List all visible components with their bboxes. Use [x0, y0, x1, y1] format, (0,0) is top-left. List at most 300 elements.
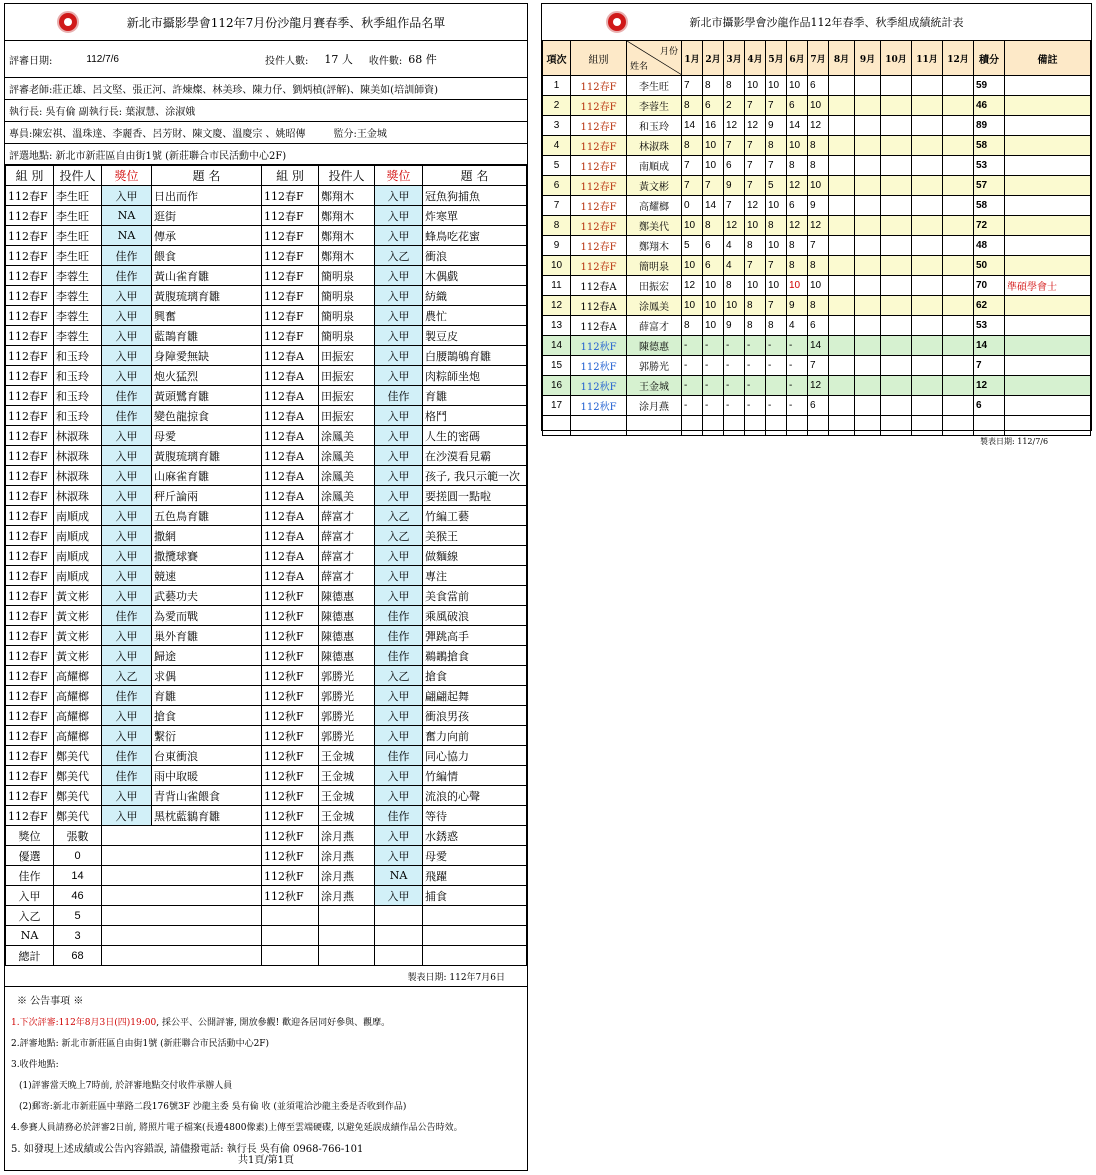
stats-row [543, 156, 1091, 176]
stats-month-score [943, 356, 974, 376]
blank-cell [423, 926, 527, 946]
stats-month-score [829, 156, 855, 176]
stats-month-score [855, 316, 881, 336]
entry-group: 112春F [6, 486, 54, 506]
entry-title: 台東衝浪 [152, 746, 262, 766]
entry-title: 武藝功夫 [152, 586, 262, 606]
judges-row [5, 78, 527, 100]
entry-award: 入甲 [102, 286, 152, 306]
entry-award: 入乙 [375, 506, 423, 526]
stats-row [543, 376, 1091, 396]
stats-month-score: 4 [724, 236, 745, 256]
entry-award: 入甲 [102, 706, 152, 726]
entry-submitter: 郭勝光 [319, 666, 375, 686]
entry-group: 112春F [6, 346, 54, 366]
entry-award: 入甲 [375, 186, 423, 206]
stats-month-score [943, 156, 974, 176]
stats-month-score: 12 [724, 116, 745, 136]
entry-award: 入甲 [375, 846, 423, 866]
stats-group: 112秋F [571, 396, 627, 416]
entry-award: 入甲 [102, 366, 152, 386]
stats-month-score [912, 236, 943, 256]
entry-title: 白腰鵲鴝育雛 [423, 346, 527, 366]
entry-group: 112春A [262, 406, 319, 426]
entry-submitter: 薛富才 [319, 526, 375, 546]
stats-group: 112春F [571, 76, 627, 96]
stats-month-score [829, 176, 855, 196]
entry-row [6, 426, 527, 446]
stats-month-score: 10 [745, 276, 766, 296]
entry-submitter: 郭勝光 [319, 726, 375, 746]
stats-name: 鄭翔木 [627, 236, 682, 256]
entry-row [6, 606, 527, 626]
entry-submitter: 和玉玲 [54, 366, 102, 386]
stats-item-no: 12 [543, 296, 571, 316]
staff-row [5, 122, 527, 144]
header-month-label: 月份 [659, 47, 678, 57]
entry-title: 木偶戲 [423, 266, 527, 286]
stats-month-score [829, 76, 855, 96]
stats-month-score: 5 [682, 236, 703, 256]
stats-month-score: - [703, 376, 724, 396]
stats-month-score [943, 176, 974, 196]
entry-award: 入乙 [375, 666, 423, 686]
stats-month-score [943, 336, 974, 356]
stats-month-score: 7 [808, 356, 829, 376]
entry-row [6, 646, 527, 666]
stats-total: 58 [974, 196, 1005, 216]
entry-submitter: 王金城 [319, 786, 375, 806]
entry-group: 112春F [6, 406, 54, 426]
entry-submitter: 鄭美代 [54, 766, 102, 786]
stats-total: 12 [974, 376, 1005, 396]
entry-title: 逛街 [152, 206, 262, 226]
stats-month-score [881, 256, 912, 276]
stats-name: 李生旺 [627, 76, 682, 96]
entry-group: 112春F [6, 786, 54, 806]
entry-award: 入甲 [102, 586, 152, 606]
stats-month-score [943, 276, 974, 296]
header-month: 12月 [943, 41, 974, 76]
stats-month-score: 12 [787, 216, 808, 236]
stats-month-score: 6 [808, 76, 829, 96]
entry-group: 112秋F [262, 826, 319, 846]
entry-submitter: 和玉玲 [54, 346, 102, 366]
stats-month-score: 4 [724, 256, 745, 276]
stats-month-score [881, 276, 912, 296]
blank-cell [262, 926, 319, 946]
entry-award: 入甲 [375, 566, 423, 586]
stats-month-score: - [745, 356, 766, 376]
entry-award: 佳作 [102, 766, 152, 786]
stats-month-score [829, 136, 855, 156]
stats-name: 涂月燕 [627, 396, 682, 416]
stats-month-score [855, 76, 881, 96]
stats-month-score: 7 [745, 96, 766, 116]
stats-note: 準碩學會士 [1005, 276, 1091, 296]
stats-month-score [912, 276, 943, 296]
blank-cell [375, 926, 423, 946]
stats-month-score: 8 [808, 136, 829, 156]
stats-row [543, 196, 1091, 216]
entry-award: 入甲 [375, 486, 423, 506]
stats-total: 72 [974, 216, 1005, 236]
header-month-name [627, 41, 682, 76]
notice-2: 2.評審地點: 新北市新莊區自由街1號 (新莊聯合市民活動中心2F) [11, 1039, 270, 1049]
entry-submitter: 李生旺 [54, 206, 102, 226]
entry-award: 入甲 [102, 446, 152, 466]
blank-cell [543, 416, 571, 436]
entry-title: 青背山雀餵食 [152, 786, 262, 806]
blank-cell [1005, 416, 1091, 436]
entry-group: 112春F [6, 726, 54, 746]
stats-month-score: - [682, 396, 703, 416]
stats-month-score: 7 [745, 256, 766, 276]
entry-row [6, 746, 527, 766]
entry-group: 112春F [6, 306, 54, 326]
entry-group: 112春F [6, 686, 54, 706]
entry-award: 入甲 [375, 726, 423, 746]
entry-award: 入甲 [102, 546, 152, 566]
entry-group: 112秋F [262, 686, 319, 706]
stats-month-score: 6 [703, 256, 724, 276]
entry-group: 112春F [6, 246, 54, 266]
stats-month-score: 7 [766, 256, 787, 276]
entry-group: 112春F [6, 566, 54, 586]
entry-title: 黃山雀育雛 [152, 266, 262, 286]
entry-submitter: 李生旺 [54, 226, 102, 246]
stats-month-score [881, 196, 912, 216]
stats-month-score: 8 [787, 256, 808, 276]
stats-month-score: 8 [724, 76, 745, 96]
stats-month-score [943, 296, 974, 316]
stats-month-score: 8 [808, 156, 829, 176]
entry-award: 入乙 [375, 246, 423, 266]
header-month: 9月 [855, 41, 881, 76]
notice-3a: (1)評審當天晚上7時前, 於評審地點交付收件承辦人員 [19, 1081, 233, 1091]
stats-item-no: 13 [543, 316, 571, 336]
entry-row [6, 386, 527, 406]
entry-title: 山麻雀育雛 [152, 466, 262, 486]
header-month: 10月 [881, 41, 912, 76]
entry-submitter: 陳德惠 [319, 646, 375, 666]
entry-submitter: 李生旺 [54, 246, 102, 266]
entry-title: 歸途 [152, 646, 262, 666]
entry-group: 112春F [6, 226, 54, 246]
entry-award: 入甲 [102, 346, 152, 366]
entry-group: 112春F [262, 306, 319, 326]
entry-group: 112春F [262, 266, 319, 286]
entry-title: 農忙 [423, 306, 527, 326]
stats-month-score: 7 [703, 176, 724, 196]
stats-note [1005, 76, 1091, 96]
stats-note [1005, 316, 1091, 336]
stats-note [1005, 116, 1091, 136]
stats-month-score: 10 [745, 76, 766, 96]
entry-row [6, 346, 527, 366]
stats-month-score [912, 96, 943, 116]
stats-month-score [881, 236, 912, 256]
stats-month-score [943, 316, 974, 336]
blank-cell [319, 926, 375, 946]
stats-month-score: 10 [703, 156, 724, 176]
stats-month-score: 10 [682, 216, 703, 236]
entry-title: 搶食 [152, 706, 262, 726]
entry-award: 佳作 [102, 746, 152, 766]
stats-month-score: 12 [787, 176, 808, 196]
stats-note [1005, 336, 1091, 356]
leaders-text: 執行長: 吳有倫 副執行長: 葉淑慧、涂淑娥 [9, 107, 196, 118]
entry-group: 112春A [262, 566, 319, 586]
stats-month-score [829, 216, 855, 236]
blank-cell [375, 946, 423, 966]
entry-group: 112春F [6, 646, 54, 666]
entry-submitter: 涂月燕 [319, 866, 375, 886]
stats-month-score [855, 196, 881, 216]
entry-title: 巢外育雛 [152, 626, 262, 646]
stats-month-score: 6 [787, 196, 808, 216]
entry-submitter: 陳德惠 [319, 586, 375, 606]
stats-month-score: - [787, 376, 808, 396]
entry-award: 佳作 [375, 626, 423, 646]
stats-month-score: 8 [766, 216, 787, 236]
entry-submitter: 南順成 [54, 526, 102, 546]
entry-submitter: 簡明泉 [319, 286, 375, 306]
stats-month-score: 7 [766, 296, 787, 316]
entry-group: 112春F [6, 666, 54, 686]
entry-submitter: 涂鳳美 [319, 486, 375, 506]
entry-group: 112秋F [262, 726, 319, 746]
stats-month-score [829, 356, 855, 376]
stats-month-score: 10 [724, 296, 745, 316]
entry-row [6, 806, 527, 826]
entry-submitter: 林淑珠 [54, 466, 102, 486]
stats-month-score [881, 316, 912, 336]
stats-month-score [855, 376, 881, 396]
stats-month-score [855, 296, 881, 316]
entry-title: 飛躍 [423, 866, 527, 886]
stats-month-score: 4 [787, 316, 808, 336]
entry-row [6, 266, 527, 286]
entry-group: 112秋F [262, 666, 319, 686]
entry-group: 112春A [262, 486, 319, 506]
entry-group: 112秋F [262, 606, 319, 626]
entry-group: 112春F [6, 186, 54, 206]
notice-title: ※ 公告事項 ※ [17, 995, 84, 1007]
stats-month-score: 10 [682, 296, 703, 316]
blank-cell [423, 946, 527, 966]
stats-month-score: 12 [745, 196, 766, 216]
stats-month-score [829, 316, 855, 336]
stats-item-no: 16 [543, 376, 571, 396]
entry-title: 奮力向前 [423, 726, 527, 746]
entry-submitter: 簡明泉 [319, 326, 375, 346]
entry-award: 入甲 [375, 366, 423, 386]
entry-submitter: 高耀榔 [54, 686, 102, 706]
stats-total: 89 [974, 116, 1005, 136]
blank-cell [703, 416, 724, 436]
stats-month-score: 7 [724, 196, 745, 216]
entry-submitter: 王金城 [319, 766, 375, 786]
stats-month-score [829, 376, 855, 396]
entry-title: 五色鳥育雛 [152, 506, 262, 526]
entry-award: 入甲 [375, 826, 423, 846]
entry-title: 搶食 [423, 666, 527, 686]
stats-month-score: 7 [808, 236, 829, 256]
entry-title: 肉粽師坐炮 [423, 366, 527, 386]
stats-item-no: 1 [543, 76, 571, 96]
entry-award: 入乙 [375, 526, 423, 546]
blank-cell [102, 946, 262, 966]
entry-title: 秤斤論兩 [152, 486, 262, 506]
entry-title: 竹編工藝 [423, 506, 527, 526]
stats-name: 簡明泉 [627, 256, 682, 276]
entry-submitter: 王金城 [319, 746, 375, 766]
entry-group: 112秋F [262, 806, 319, 826]
entry-title: 繫衍 [152, 726, 262, 746]
stats-month-score [855, 356, 881, 376]
submitters-label: 投件人數: [265, 55, 309, 67]
entry-group: 112秋F [262, 786, 319, 806]
entry-submitter: 王金城 [319, 806, 375, 826]
summary-row [6, 826, 527, 846]
header-month: 5月 [766, 41, 787, 76]
entry-submitter: 涂月燕 [319, 846, 375, 866]
stats-row [543, 256, 1091, 276]
blank-cell [102, 866, 262, 886]
stats-month-score: - [766, 356, 787, 376]
summary-row [6, 886, 527, 906]
summary-header-count: 張數 [54, 826, 102, 846]
entry-submitter: 郭勝光 [319, 686, 375, 706]
stats-row [543, 316, 1091, 336]
entry-submitter: 林淑珠 [54, 446, 102, 466]
entry-row [6, 666, 527, 686]
entry-group: 112秋F [262, 626, 319, 646]
entry-submitter: 簡明泉 [319, 266, 375, 286]
stats-month-score [943, 396, 974, 416]
stats-item-no: 8 [543, 216, 571, 236]
entry-title: 為愛而戰 [152, 606, 262, 626]
entry-submitter: 涂鳳美 [319, 426, 375, 446]
summary-count: 46 [54, 886, 102, 906]
stats-month-score [881, 136, 912, 156]
stats-row [543, 176, 1091, 196]
entry-submitter: 和玉玲 [54, 406, 102, 426]
stats-month-score: 8 [745, 296, 766, 316]
stats-month-score [829, 96, 855, 116]
stats-name: 黃文彬 [627, 176, 682, 196]
blank-cell [102, 826, 262, 846]
blank-cell [855, 416, 881, 436]
stats-month-score [912, 176, 943, 196]
entry-submitter: 薛富才 [319, 546, 375, 566]
stats-month-score: 10 [808, 176, 829, 196]
stats-month-score [943, 216, 974, 236]
stats-note [1005, 216, 1091, 236]
header-submitter: 投件人 [54, 166, 102, 186]
notice-1-rest: , 採公平、公開評審, 開放參觀! 歡迎各居同好參與、觀摩。 [156, 1018, 391, 1028]
stats-month-score [829, 196, 855, 216]
stats-month-score: 7 [724, 136, 745, 156]
entry-title: 撒網 [152, 526, 262, 546]
entry-submitter: 黃文彬 [54, 606, 102, 626]
entry-group: 112春F [262, 206, 319, 226]
stats-month-score: - [745, 396, 766, 416]
stats-month-score: 12 [724, 216, 745, 236]
stats-month-score: - [787, 396, 808, 416]
entry-row [6, 326, 527, 346]
stats-month-score [912, 336, 943, 356]
entry-row [6, 566, 527, 586]
header-group: 組別 [571, 41, 627, 76]
stats-month-score [855, 156, 881, 176]
entry-submitter: 南順成 [54, 566, 102, 586]
entry-submitter: 黃文彬 [54, 626, 102, 646]
stats-month-score [855, 256, 881, 276]
entry-submitter: 涂月燕 [319, 826, 375, 846]
entry-submitter: 薛富才 [319, 506, 375, 526]
entry-submitter: 黃文彬 [54, 646, 102, 666]
review-date-label: 評審日期: [9, 55, 53, 67]
entry-submitter: 李蓉生 [54, 306, 102, 326]
entry-submitter: 涂月燕 [319, 886, 375, 906]
stats-total: 48 [974, 236, 1005, 256]
entry-list-title-row [5, 4, 527, 41]
header-month: 11月 [912, 41, 943, 76]
stats-month-score: - [703, 336, 724, 356]
entry-row [6, 286, 527, 306]
stats-month-score [855, 136, 881, 156]
entry-row [6, 526, 527, 546]
submitters-count: 17 人 [324, 53, 353, 66]
entry-submitter: 田振宏 [319, 386, 375, 406]
entry-title: 求偶 [152, 666, 262, 686]
entry-group: 112春F [6, 766, 54, 786]
entry-award: 入甲 [375, 686, 423, 706]
entry-award: 入甲 [102, 726, 152, 746]
notice-1-next-review: 1.下次評審:112年8月3日(四)19:00 [11, 1018, 157, 1028]
header-award: 獎位 [102, 166, 152, 186]
entry-list-sheet [4, 3, 528, 1171]
stats-month-score: 8 [808, 296, 829, 316]
entry-title: 傳承 [152, 226, 262, 246]
stats-month-score: 0 [682, 196, 703, 216]
entry-title: 專注 [423, 566, 527, 586]
entry-group: 112春F [262, 326, 319, 346]
entry-award: 入甲 [375, 406, 423, 426]
entry-group: 112春F [6, 286, 54, 306]
blank-cell [102, 906, 262, 926]
stats-row [543, 236, 1091, 256]
stats-month-score: 14 [808, 336, 829, 356]
stats-month-score [912, 136, 943, 156]
entry-submitter: 陳德惠 [319, 606, 375, 626]
entry-award: NA [102, 206, 152, 226]
blank-cell [571, 416, 627, 436]
summary-count: 14 [54, 866, 102, 886]
notice-1 [5, 1011, 527, 1032]
entry-group: 112春F [262, 246, 319, 266]
stats-item-no: 4 [543, 136, 571, 156]
header-group: 組 別 [6, 166, 54, 186]
header-month: 4月 [745, 41, 766, 76]
stats-month-score: 12 [808, 116, 829, 136]
entry-award: 佳作 [375, 606, 423, 626]
stats-month-score [881, 96, 912, 116]
entry-award: 入甲 [375, 326, 423, 346]
stats-month-score: 10 [766, 196, 787, 216]
